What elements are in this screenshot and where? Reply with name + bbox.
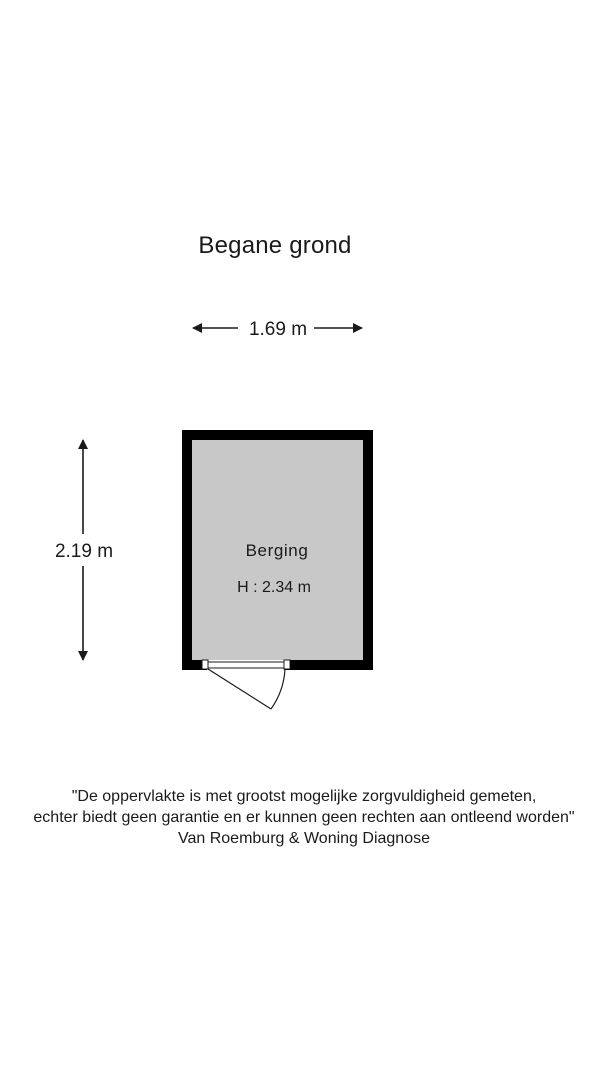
depth-dimension [55,440,113,660]
door-jamb-left [202,660,208,669]
disclaimer [0,786,608,849]
room-name: Berging [245,541,309,560]
width-label: 1.69 m [248,319,308,340]
floor-title: Begane grond [198,232,352,259]
disclaimer-line-3: Van Roemburg & Woning Diagnose [178,830,430,847]
door-jamb-right [284,660,290,669]
room-height: H : 2.34 m [237,579,311,596]
room-berging [182,430,373,709]
disclaimer-line-1: "De oppervlakte is met grootst mogelijke zorgvuldigheid gemeten, [71,788,537,805]
door-swing-arc [271,669,285,709]
depth-label: 2.19 m [54,541,114,562]
door-leaf [208,669,271,709]
disclaimer-line-2: echter biedt geen garantie en er kunnen geen rechten aan ontleend worden" [33,809,575,826]
width-dimension [193,319,362,340]
